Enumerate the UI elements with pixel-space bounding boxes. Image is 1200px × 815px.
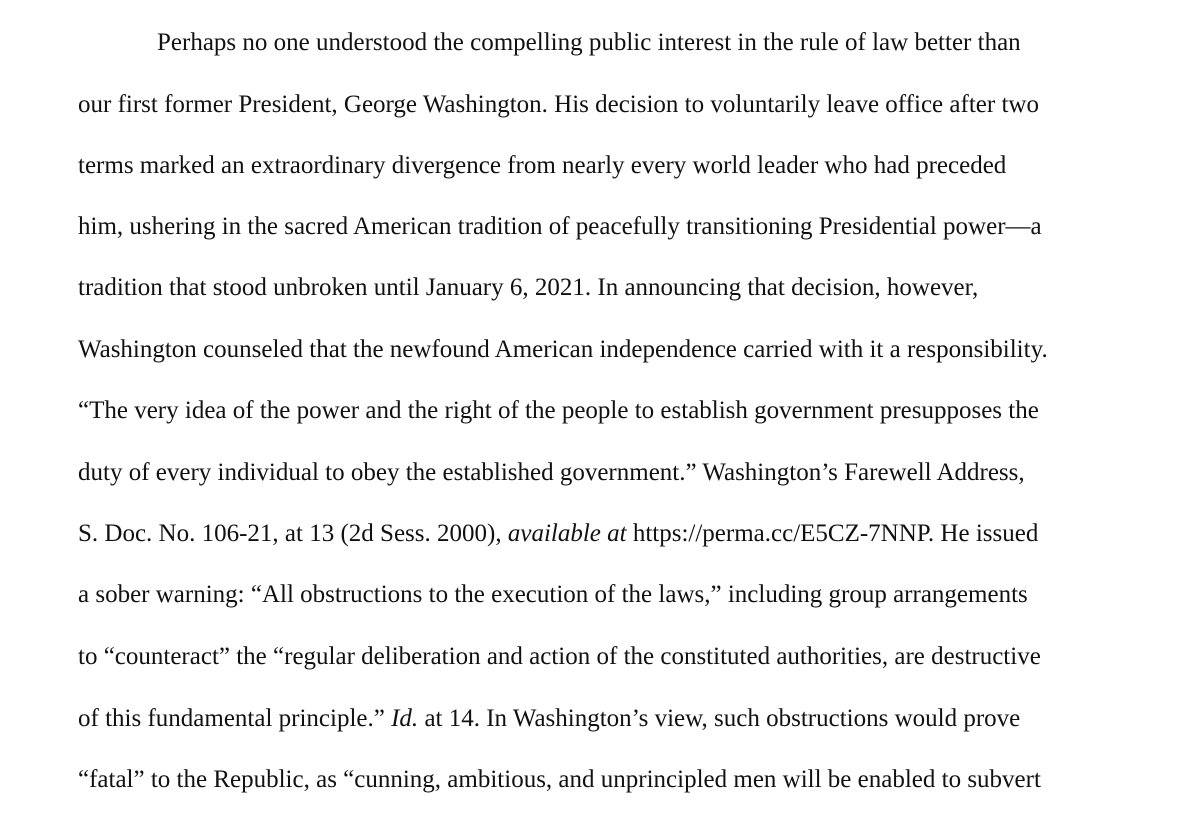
paragraph-line-8: duty of every individual to obey the established government.” Washington’s Farewell Address, <box>78 459 1025 486</box>
paragraph-line-10: a sober warning: “All obstructions to the execution of the laws,” including group arrangements <box>78 581 1028 608</box>
paragraph-line-7: “The very idea of the power and the right of the people to establish government presupposes the <box>78 397 1039 424</box>
paragraph-line-11: to “counteract” the “regular deliberation and action of the constituted authorities, are destructive <box>78 643 1041 670</box>
paragraph-line-6: Washington counseled that the newfound American independence carried with it a responsibility. <box>78 336 1048 363</box>
paragraph-line-5: tradition that stood unbroken until January 6, 2021. In announcing that decision, however, <box>78 274 979 301</box>
citation-url-text: https://perma.cc/E5CZ-7NNP. He issued <box>626 520 1039 547</box>
quote-end-text: of this fundamental principle.” <box>78 705 392 732</box>
paragraph-line-9 <box>78 519 1038 549</box>
paragraph-line-13: “fatal” to the Republic, as “cunning, ambitious, and unprincipled men will be enabled to subvert <box>78 766 1041 793</box>
paragraph-line-1: Perhaps no one understood the compelling public interest in the rule of law better than <box>157 29 1021 56</box>
pin-cite-text: at 14. In Washington’s view, such obstructions would prove <box>418 705 1021 732</box>
paragraph-line-2: our first former President, George Washington. His decision to voluntarily leave office after two <box>78 91 1039 118</box>
italic-id-signal: Id. <box>391 705 419 732</box>
citation-text: S. Doc. No. 106-21, at 13 (2d Sess. 2000), <box>78 520 508 547</box>
italic-signal: available at <box>507 520 627 547</box>
paragraph-line-12 <box>78 704 1020 734</box>
paragraph-line-3: terms marked an extraordinary divergence from nearly every world leader who had preceded <box>78 152 1007 179</box>
paragraph-line-4: him, ushering in the sacred American tradition of peacefully transitioning Presidential power—a <box>78 213 1042 240</box>
